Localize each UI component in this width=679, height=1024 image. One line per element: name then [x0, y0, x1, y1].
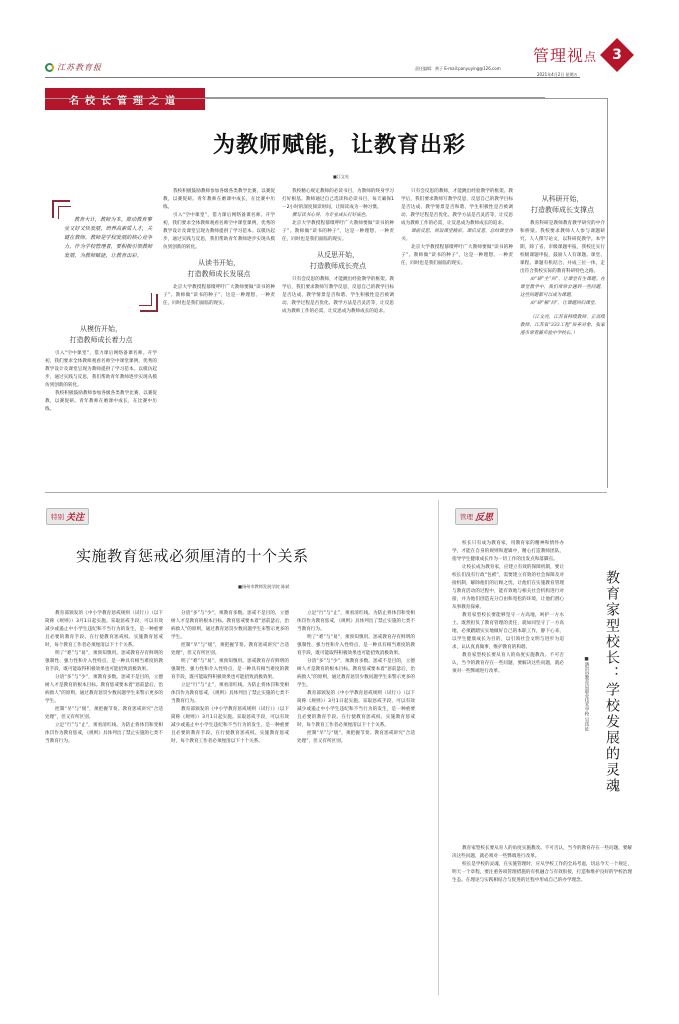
paper-name: 江苏教育报 [57, 63, 102, 72]
page-section-main: 管理视 [533, 46, 585, 65]
section-heading-line: 打造教师成长支撑点 [531, 206, 594, 214]
column-divider [438, 500, 439, 995]
section-heading-2 [163, 258, 275, 280]
paragraph: 引入“空中课堂”，借力课后网络备课名师。开学初，我们要求全体教师观看名师空中课堂课例，优秀的教学设计及课堂呈现为教师提供了学习范本。以模仿起步，通过实践与反思，我们帮助青年教师逐步实现从模仿到创新的转化。 [45, 351, 157, 388]
author-note: （江文亮，江苏省特级教师，正高级教师，江苏省“333工程”培养对象，张家港市常青藤实验中学校长。） [520, 315, 605, 336]
bottom-article-title: 实施教育惩戒必须厘清的十个关系 [76, 547, 309, 565]
tag-label-2: 关注 [66, 513, 85, 523]
paragraph: 教育部颁发的《中小学教育惩戒规则（试行）》（以下简称《规则》）3月1日起实施。采取惩戒手段，可以有效减少或遏止中小学生违纪和不当行为的发生，是一种重要且必要的教育手段。在行使教育惩戒权、实施教育惩戒时，每个教育工作者必须厘清以下十个关系。 [297, 691, 415, 728]
vertical-article-title: 教育家型校长：学校发展的灵魂 [604, 570, 620, 794]
bottom-article-byline: ■扬州市教师发展学院 陈斌 [238, 584, 290, 589]
paragraph: 课前反思，预设课堂精彩。课后反思，总结课堂得失。 [401, 229, 513, 242]
main-article-title: 为教师赋能，让教育出彩 [212, 132, 466, 158]
page-section-small: 点 [584, 50, 598, 64]
section-heading-1 [45, 324, 157, 346]
paragraph: 控制“早”与“缓”，须把握节奏。教育惩戒讲究“合适处理”，但又有所区别。 [171, 643, 289, 656]
paragraph: 立足“行”与“止”，须看清红线。为防止将体罚和变相体罚作为教育惩戒，《规则》具体列出了禁止实施的七类不当教育行为。 [45, 723, 163, 744]
paragraph: 让校长成为教育家，应建立有效的保障机制，要让校长们没有行政“包袱”，需要建立有效的社会保障及对接机制，解除他们的后顾之忧，让他们在实施教育管理与教育活动的过程中，能有效地与相关社会机构进行对接，并为他们创造充分自由和宽松的环境，让他们潜心从事教育探索。 [452, 565, 564, 610]
paragraph: 校长是学校的灵魂，在实施管理时，应从学校工作的全局考虑，切忌今天一个规定，明天一个章程，要注重各项管理措施的有机融合与有效衔接，打造和维护良好的学校治理生态。在理论与实践相结合与促进的过程中形成自己的办学理念。 [452, 862, 632, 883]
section-heading-line: 打造教师成长发展点 [187, 270, 251, 278]
paragraph: 校长只有成为教育家，用教育家的精神和情怀办学，才能在自身的规则和逻辑中，精心打造教师团队，指导学生健康成长作为一切工作的出发点和落脚点。 [452, 541, 564, 562]
paragraph: 教育家型校长要从育人的角度实施教改。不可否认，当今的教育存在一些问题，要解决这些问题，就必须对一些弊端进行改革。 [452, 653, 564, 674]
page-number-diamond [600, 38, 634, 72]
section-banner: 名校长管理之道 [45, 88, 205, 110]
paragraph: 教育部颁发的《中小学教育惩戒规则（试行）》（以下简称《规则》）3月1日起实施。采取惩戒手段，可以有效减少或遏止中小学生违纪和不当行为的发生，是一种重要且必要的教育手段。在行使教育惩戒权、实施教育惩戒时，每个教育工作者必须厘清以下十个关系。 [45, 611, 163, 648]
paragraph: 我校积极鼓励教师参加各级各类教学比赛，以赛促教，以赛促研。青年教师在磨课中成长，在比赛中历练。 [163, 189, 275, 210]
paragraph: 控制“早”与“缓”，须把握节奏。教育惩戒讲究“合适处理”，但又有所区别。 [297, 731, 415, 744]
section-heading-line: 从反思开始， [317, 251, 359, 259]
paragraph: 控制“早”与“缓”，须把握节奏。教育惩戒讲究“合适处理”，但又有所区别。 [45, 707, 163, 720]
management-reflection-tag [455, 508, 498, 525]
paragraph: 教育科研是教师教育教学研究的中介和桥梁。我校要求教师人人参与课题研究、人人撰写论文，以科研促教学。本学期，除了省、市级课题申报，我校还实行校级课题申报，鼓励人人有课题。课堂、课程、课题有机结合，并成三位一体，走出符合我校实际的教育科研特色之路。 [520, 221, 605, 274]
paragraph: 只有会反思的教师，才能跳出经验教学的框架。教学后，我们要求教师写教学反思，反思自己的教学目标是否达成、教学情景是否和谐、学生积极性是否被调动、教学过程是否优化、教学方法是否灵活等，让反思成为教师工作的必需，让反思成为教师成长的追求。 [282, 277, 394, 314]
paragraph: 教育家型校长要从育人的角度实施教改。不可否认，当今的教育存在一些问题，要解决这些问题，就必须对一些弊端进行改革。 [452, 846, 632, 859]
section-heading-line: 从科研开始， [541, 195, 584, 203]
tag-label-1: 特别 [51, 513, 64, 521]
paragraph: 分清“多”与“少”，须教育多数。惩戒不是目的，立德树人才是教育的根本目标。教育惩戒要本着“惩前毖后，治病救人”的原则，通过教育惩罚少数问题学生来警示更多的学生。 [297, 659, 415, 688]
date-line: 2021年4月2日 星期五 [537, 72, 578, 77]
paragraph: 由“研”解“问”，让课题回归课堂。 [530, 301, 600, 306]
paragraph: 引入“空中课堂”，借力课后网络备课名师。开学初，我们要求全体教师观看名师空中课堂课例，优秀的教学设计及课堂呈现为教师提供了学习范本。以模仿起步，通过实践与反思，我们帮助青年教师逐步实现从模仿到创新的转化。 [163, 213, 275, 250]
paragraph: 明了“难”与“易”，须预知慎用。惩戒教育存有鲜明的强制性、强力性和介入性特点，是一种具有相当难度的教育手段，既可能取得积极效果也可能招致消极效果。 [171, 659, 289, 680]
paragraph: 撰写读书心得，为专业成长打好底色。 [292, 213, 371, 218]
article-column-2 [163, 188, 275, 483]
page-section-title [533, 43, 597, 66]
paragraph: 北京大学教授程郁缀呼吁广大教师要做“读书的种子”。教师做“读书的种子”，这是一种理想、一种责任，同时也是我们面临的现实。 [401, 245, 513, 266]
paragraph: 北京大学教授程郁缀呼吁广大教师要做“读书的种子”。教师做“读书的种子”，这是一种理想、一种责任，同时也是我们面临的现实。 [282, 221, 394, 242]
section-heading-3 [282, 250, 394, 272]
paragraph: 明了“难”与“易”，须预知慎用。惩戒教育存有鲜明的强制性、强力性和介入性特点，是一种具有相当难度的教育手段，既可能取得积极效果也可能招致消极效果。 [45, 651, 163, 672]
paragraph: 立足“行”与“止”，须看清红线。为防止将体罚和变相体罚作为教育惩戒，《规则》具体列出了禁止实施的七类不当教育行为。 [171, 683, 289, 704]
section-heading-line: 从读书开始， [198, 259, 240, 267]
quote-corner-bottom-right-icon [140, 294, 158, 312]
article-column-3 [282, 188, 394, 483]
paragraph: 教育家型校长要能够坚守一方高地，呵护一方水土。既然担负了教育管理的责任，就如同坚守了一方高地，必须踏踏实实地做好自己的本职工作，静下心来，以学生健康成长为目的，以引领社会文明与进步为追求，认认真真做事，维护教育的和谐。 [452, 613, 564, 650]
vertical-article-byline: ■泗洪县教育局职业技术学校 吴玮征 [584, 657, 589, 731]
bottom-column-1 [45, 610, 163, 995]
masthead [0, 0, 679, 107]
article-column-5 [520, 188, 605, 483]
bottom-column-2 [171, 610, 289, 995]
section-divider [45, 492, 607, 493]
special-focus-tag [46, 508, 89, 525]
paragraph: 立足“行”与“止”，须看清红线。为防止将体罚和变相体罚作为教育惩戒，《规则》具体列出了禁止实施的七类不当教育行为。 [297, 611, 415, 632]
paragraph: 我校积极鼓励教师参加各级各类教学比赛，以赛促教，以赛促研。青年教师在磨课中成长，在比赛中历练。 [45, 391, 157, 412]
paragraph: 我校精心规定教师的必读书目，为教师的终身学习打好根基。教师通过自己选读和必读书目，每天确保1－2小时的深度阅读时间，让阅读成为一种习惯。 [282, 189, 394, 210]
page-number: 3 [612, 47, 622, 63]
paper-logo [45, 62, 102, 73]
bottom-right-column [452, 540, 564, 840]
editor-line: 责任编辑：黄子 E-mail:panyuying@126.com [415, 66, 501, 71]
section-heading-line: 从模仿开始， [80, 325, 122, 333]
paragraph: 由“研”生“问”，让课堂有生课题。在课堂教学中，我们常常会遇到一些问题，这些问题都可以成为课题。 [520, 277, 605, 298]
paragraph: 北京大学教授程郁缀呼吁广大教师要做“读书的种子”。教师做“读书的种子”，这是一种理想、一种责任，同时也是我们面临的现实。 [163, 285, 275, 306]
section-heading-line: 打造教师成长亮点 [310, 262, 366, 270]
main-article-byline: ■江文亮 [333, 174, 349, 179]
paragraph: 分清“多”与“少”，须教育多数。惩戒不是目的，立德树人才是教育的根本目标。教育惩戒要本着“惩前毖后，治病救人”的原则，通过教育惩罚少数问题学生来警示更多的学生。 [171, 611, 289, 640]
paragraph: 分清“多”与“少”，须教育多数。惩戒不是目的，立德树人才是教育的根本目标。教育惩戒要本着“惩前毖后，治病救人”的原则，通过教育惩罚少数问题学生来警示更多的学生。 [45, 675, 163, 704]
bottom-column-3 [297, 610, 415, 995]
bottom-right-wide-column [452, 845, 632, 995]
paragraph: 只有会反思的教师，才能跳出经验教学的框架。教学后，我们要求教师写教学反思，反思自己的教学目标是否达成、教学情景是否和谐、学生积极性是否被调动、教学过程是否优化、教学方法是否灵活等，让反思成为教师工作的必需，让反思成为教师成长的追求。 [401, 189, 513, 226]
paragraph: 明了“难”与“易”，须预知慎用。惩戒教育存有鲜明的强制性、强力性和介入性特点，是一种具有相当难度的教育手段，既可能取得积极效果也可能招致消极效果。 [297, 635, 415, 656]
logo-icon [45, 63, 54, 72]
pull-quote-text: 教育大计，教师为本。推动教育事业又好又快发展，培养高素质人才，关键在教师。教师是学校发展的核心竞争力，作为学校管理者，要积极引领教师发展，为教师赋能，让教育出彩。 [64, 217, 153, 259]
article-column-1 [45, 318, 157, 488]
paragraph: 教育部颁发的《中小学教育惩戒规则（试行）》（以下简称《规则》）3月1日起实施。采取惩戒手段，可以有效减少或遏止中小学生违纪和不当行为的发生，是一种重要且必要的教育手段。在行使教育惩戒权、实施教育惩戒时，每个教育工作者必须厘清以下十个关系。 [171, 707, 289, 744]
section-heading-4 [520, 194, 605, 216]
article-column-4 [401, 188, 513, 483]
tag-label-2: 反思 [475, 513, 494, 523]
section-heading-line: 打造教师成长着力点 [69, 336, 133, 344]
header-rule [45, 77, 580, 78]
pull-quote [52, 200, 152, 290]
tag-label-1: 管理 [460, 513, 473, 521]
